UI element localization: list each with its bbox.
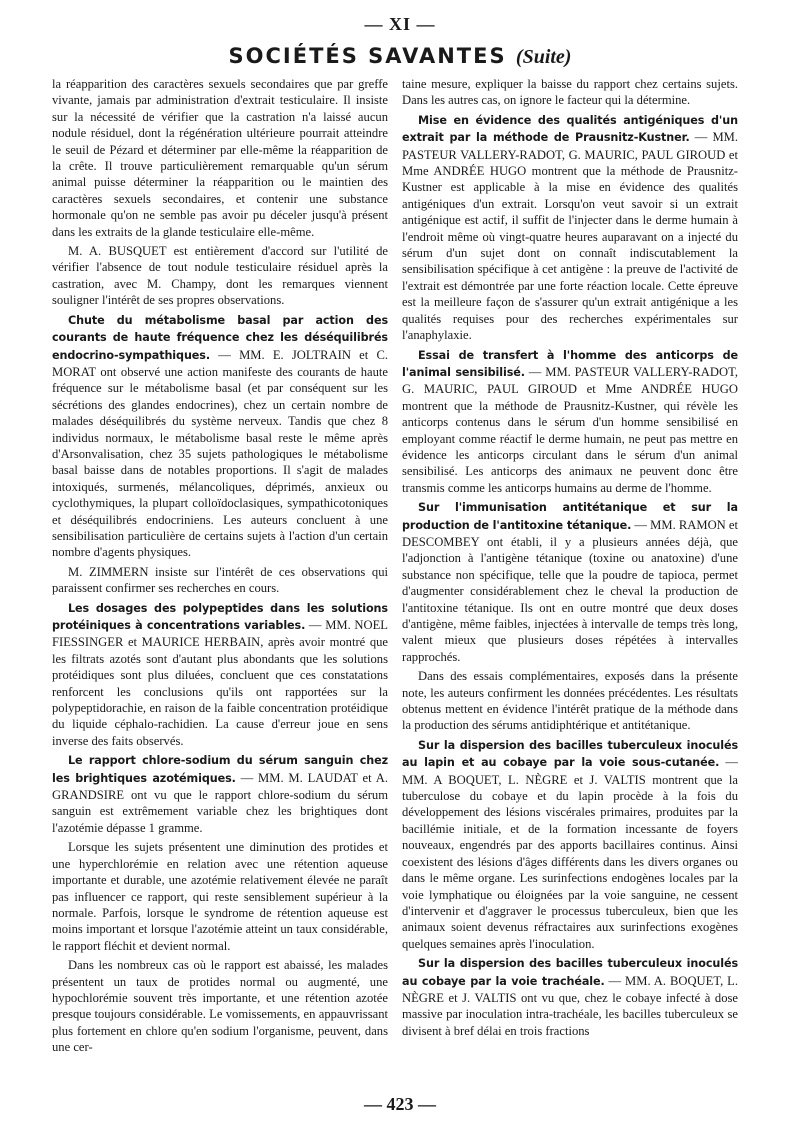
paragraph: M. A. BUSQUET est entièrement d'accord sur l'utilité de vérifier l'absence de tout nodule testiculaire résiduel après la castration, avec M. Champy, dont les remarques viennent souligner l'intérêt de ses propres observations. xyxy=(52,244,388,308)
paragraph: M. ZIMMERN insiste sur l'intérêt de ces observations qui paraissent confirmer ses recherches en cours. xyxy=(52,564,388,596)
paragraph: taine mesure, expliquer la baisse du rapport chez certains sujets. Dans les autres cas, on ignore le facteur qui la détermine. xyxy=(402,77,738,108)
section-header xyxy=(0,44,800,69)
page-number: — 423 — xyxy=(364,1094,436,1114)
paragraph: la réapparition des caractères sexuels secondaires que par greffe vivante, jamais par administration d'extrait testiculaire. Il insiste sur la nécessité de vérifier que la castration n'a laissé aucun nodule résiduel, dont la régénération ultérieure pourrait atteindre le seuil de Pézard et déterminer par elle-même la réapparition de la crête. Il trouve particulièrement remarquable qu'un sérum animal puisse déterminer la réapparition ou le maintien des caractères sexuels secondaires, et contenir une substance hormonale qu'on ne semble pas avoir pu déceler jusqu'à présent dans les extraits de la glande testiculaire elle-même. xyxy=(52,77,388,239)
article-paragraph: Sur la dispersion des bacilles tuberculeux inoculés au lapin et au cobaye par la voie sous-cutanée. — MM. A BOQUET, L. NÈGRE et J. VALTIS montrent que la tuberculose du cobaye et du lapin procède à la fois du développement des lésions viscérales primaires, produites par la bacillémie initiale, et de la formation incessante de foyers nouveaux, engendrés par des apports bacillaires continus. Ainsi coexistent des lésions d'âges différents dans les divers organes ou dans le même organe. Les surinfections endogènes locales par la voie lymphatique ou éloignées par la voie sanguine, ne cessent d'intervenir et d'aggraver le processus tuberculeux, bien que les animaux soient devenus réfractaires aux surinfections exogènes quelques semaines après l'inoculation. xyxy=(402,738,738,951)
article-title: Le rapport chlore-sodium du sérum sanguin chez les brightiques azotémiques. xyxy=(52,754,388,785)
paragraph: Dans des essais complémentaires, exposés dans la présente note, les auteurs confirment les données précédentes. Les résultats obtenus mettent en évidence l'intérêt pratique de la méthode dans la production des sérums antidiphtérique et antitétanique. xyxy=(402,669,738,733)
paragraph: Lorsque les sujets présentent une diminution des protides et une hyperchlorémie en relation avec une rétention aqueuse importante et durable, une azotémie relativement élevée ne paraît pas influencer ce rapport, qui reste sensiblement supérieur à la normale. Parfois, lorsque le syndrome de rétention aqueuse est moins important et lorsque l'azotémie atteint un taux considérable, le rapport fléchit et devient normal. xyxy=(52,840,388,953)
left-column xyxy=(52,76,388,1059)
article-paragraph: Sur la dispersion des bacilles tuberculeux inoculés au cobaye par la voie trachéale. — MM. A. BOQUET, L. NÈGRE et J. VALTIS ont vu que, chez le cobaye infecté à dose massive par inoculation intra-trachéale, les bacilles tuberculeux se divisent à bref délai en trois fractions xyxy=(402,957,738,1038)
paragraph: Dans les nombreux cas où le rapport est abaissé, les malades présentent un taux de protides normal ou augmenté, une hypochlorémie souvent très importante, et une rétention azotée presque toujours considérable. Le vomissements, en appauvrissant plus fortement en chlore qu'en sodium l'organisme, peuvent, dans une cer- xyxy=(52,958,388,1055)
article-title: Sur la dispersion des bacilles tuberculeux inoculés au cobaye par la voie trachéale. xyxy=(402,957,738,988)
article-title: Essai de transfert à l'homme des anticorps de l'animal sensibilisé. xyxy=(402,348,738,379)
article-paragraph: Chute du métabolisme basal par action des courants de haute fréquence chez les déséquilibrés endocrino-sympathiques. — MM. E. JOLTRAIN et C. MORAT ont observé une action manifeste des courants de haute fréquence sur le métabolisme basal (et par conséquent sur les sécrétions des glandes endocrines), chez un certain nombre de malades déséquilibrés du système nerveux. Tandis que chez 8 individus normaux, le métabolisme basal reste le même après d'Arsonvalisation, chez 35 sujets pathologiques le métabolisme basal baisse dans de notables proportions. Il s'agit de malades intoxiqués, surmenés, mélancoliques, déprimés, anxieux ou cyclothymiques, la plupart colloïdoclasiques, sympathicotoniques et déséquilibrés endocriniens. Les auteurs concluent à une sensibilisation particulière de certains sujets à l'action d'un certain nombre d'agents physiques. xyxy=(52,313,388,560)
article-paragraph: Essai de transfert à l'homme des anticorps de l'animal sensibilisé. — MM. PASTEUR VALLERY-RADOT, G. MAURIC, PAUL GIROUD et Mme ANDRÉE HUGO montrent que la méthode de Prausnitz-Kustner, qui révèle les anticorps contenus dans le sérum d'un homme sensibilisé en employant comme réactif le derme humain, ne peut pas mettre en évidence les anticorps circulant dans le sérum d'un animal sensibilisé. Les anticorps des animaux ne peuvent donc être transmis comme les anticorps humains au derme de l'homme. xyxy=(402,348,738,495)
article-paragraph: Sur l'immunisation antitétanique et sur la production de l'antitoxine tétanique. — MM. RAMON et DESCOMBEY ont établi, il y a plusieurs années déjà, que l'adjonction à l'antigène tétanique (toxine ou anatoxine) d'une substance non spécifique, telle que la poudre de tapioca, permet d'augmenter considérablement chez le cheval la production de l'antitoxine tétanique. Ils ont en outre montré que deux doses d'antigène, même faibles, injectées à intervalle de temps très long, valent mieux que plusieurs doses répétées à intervalles rapprochés. xyxy=(402,501,738,664)
page-roman-numeral: — XI — xyxy=(364,14,436,34)
article-title: Les dosages des polypeptides dans les solutions protéiniques à concentrations variables. xyxy=(52,601,388,632)
section-title: SOCIÉTÉS SAVANTES xyxy=(228,44,507,68)
article-title: Chute du métabolisme basal par action des courants de haute fréquence chez les déséquilibrés endocrino-sympathiques. xyxy=(52,313,388,362)
article-paragraph: Mise en évidence des qualités antigéniques d'un extrait par la méthode de Prausnitz-Kustner. — MM. PASTEUR VALLERY-RADOT, G. MAURIC, PAUL GIROUD et Mme ANDRÉE HUGO montrent que la méthode de Prausnitz-Kustner est applicable à la mise en évidence des qualités antigéniques d'un extrait. Lorsqu'on veut savoir si un extrait antigénique est actif, il suffit de l'injecter dans le derme humain à l'endroit même où vingt-quatre heures auparavant on a injecté du sérum d'un sujet dont on connaît indiscutablement la sensibilisation spécifique à cet antigène : la preuve de l'activité de l'extrait est démontrée par une forte réaction locale. Cette épreuve est la meilleure façon de s'assurer qu'un extrait antigénique a les qualités requises pour des recherches expérimentales sur l'anaphylaxie. xyxy=(402,113,738,343)
article-title: Mise en évidence des qualités antigéniques d'un extrait par la méthode de Prausnitz-Kustner. xyxy=(402,113,738,145)
article-paragraph: Le rapport chlore-sodium du sérum sanguin chez les brightiques azotémiques. — MM. M. LAUDAT et A. GRANDSIRE ont vu que le rapport chlore-sodium du sérum sanguin est extrêmement variable chez les brightiques dont l'azotémie dépasse 1 gramme. xyxy=(52,754,389,835)
right-column xyxy=(402,76,738,1042)
article-title: Sur l'immunisation antitétanique et sur la production de l'antitoxine tétanique. xyxy=(402,501,738,532)
article-title: Sur la dispersion des bacilles tuberculeux inoculés au lapin et au cobaye par la voie sous-cutanée. xyxy=(402,738,738,770)
article-paragraph: Les dosages des polypeptides dans les solutions protéiniques à concentrations variables. — MM. NOEL FIESSINGER et MAURICE HERBAIN, après avoir montré que les filtrats azotés sont d'autant plus abondants que les solutions protéidiques sont plus diluées, concluent que ces constatations renforcent les conclusions qu'ils ont rapportées sur la polypeptidorachie, en raison de la faible concentration protéidique du liquide céphalo-rachidien. La cause d'erreur joue en sens inverse des faits observés. xyxy=(52,601,388,748)
section-suite: (Suite) xyxy=(515,46,572,68)
